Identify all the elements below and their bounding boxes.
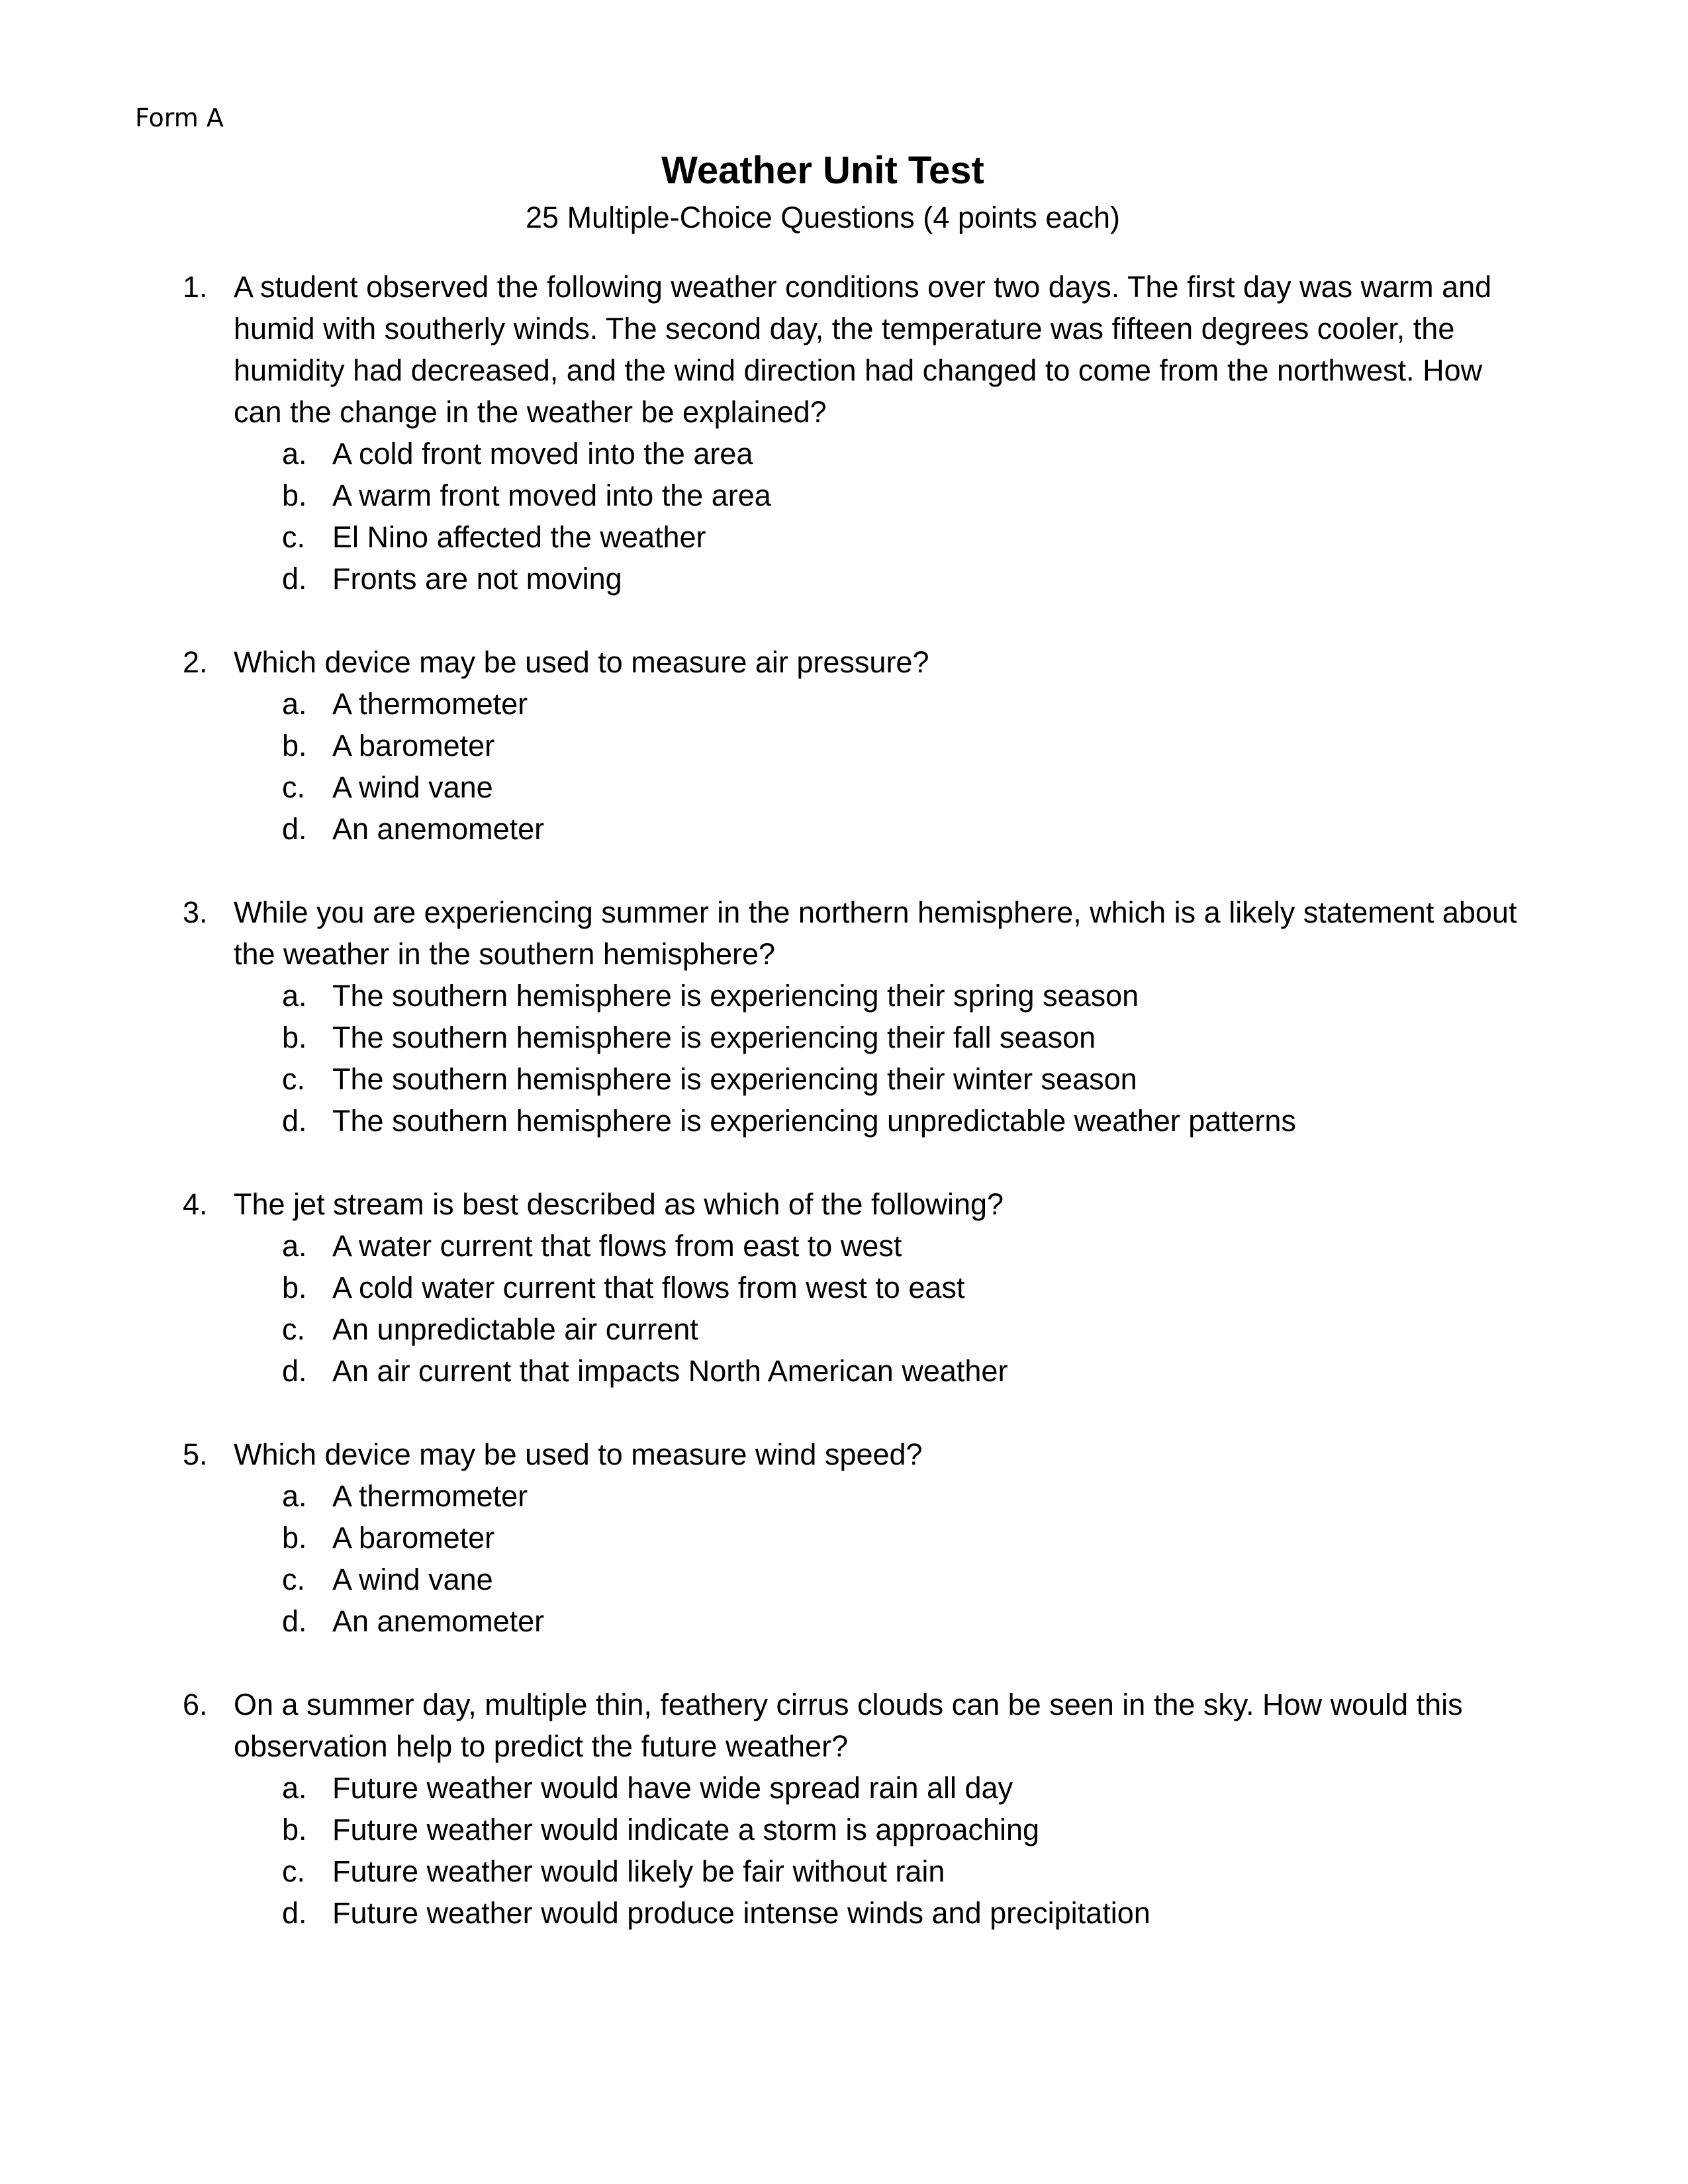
option-letter: c. — [282, 1563, 306, 1596]
question-number: 2. — [183, 645, 208, 679]
option-b — [0, 1267, 1688, 1308]
option-a — [0, 1225, 1688, 1267]
option-text: An unpredictable air current — [332, 1312, 698, 1346]
option-a — [0, 975, 1688, 1017]
option-letter: c. — [282, 1312, 306, 1346]
option-letter: b. — [282, 1521, 307, 1555]
question-2 — [0, 641, 1688, 850]
question-number: 5. — [183, 1437, 208, 1471]
option-letter: d. — [282, 562, 307, 596]
option-text: A barometer — [332, 729, 495, 762]
option-a — [0, 683, 1688, 725]
option-text: The southern hemisphere is experiencing their fall season — [332, 1021, 1096, 1054]
option-c — [0, 1850, 1688, 1892]
option-b — [0, 1517, 1688, 1559]
option-b — [0, 475, 1688, 516]
option-c — [0, 1559, 1688, 1600]
option-c — [0, 1058, 1688, 1100]
question-1 — [0, 266, 1688, 600]
question-list — [0, 266, 1688, 1976]
option-text: Future weather would indicate a storm is approaching — [332, 1813, 1040, 1846]
option-text: An anemometer — [332, 1604, 545, 1638]
option-letter: d. — [282, 812, 307, 846]
option-list — [0, 683, 1688, 850]
question-text: Which device may be used to measure wind speed? — [234, 1437, 923, 1471]
option-letter: a. — [282, 979, 307, 1013]
option-letter: a. — [282, 1229, 307, 1263]
option-d — [0, 1350, 1688, 1392]
option-list — [0, 975, 1688, 1142]
page-subtitle: 25 Multiple-Choice Questions (4 points each) — [526, 201, 1120, 234]
option-c — [0, 516, 1688, 558]
option-text: A water current that flows from east to west — [332, 1229, 902, 1263]
option-text: Fronts are not moving — [332, 562, 622, 596]
option-letter: a. — [282, 687, 307, 721]
option-text: An anemometer — [332, 812, 545, 846]
question-number: 3. — [183, 895, 208, 929]
option-text: A barometer — [332, 1521, 495, 1555]
option-d — [0, 1100, 1688, 1142]
option-text: The southern hemisphere is experiencing their spring season — [332, 979, 1139, 1013]
option-b — [0, 1809, 1688, 1850]
option-d — [0, 558, 1688, 600]
question-text: A student observed the following weather conditions over two days. The first day was warm and humid with southerly winds. The second day, the temperature was fifteen degrees cooler, the humidity had decreased, and the wind direction had changed to come from the northwest. How can the change in the weather be explained? — [234, 270, 1492, 429]
option-text: El Nino affected the weather — [332, 520, 706, 554]
option-text: A thermometer — [332, 1479, 528, 1513]
question-number: 4. — [183, 1187, 208, 1221]
option-letter: b. — [282, 478, 307, 512]
option-list — [0, 433, 1688, 600]
option-text: The southern hemisphere is experiencing their winter season — [332, 1062, 1137, 1096]
option-list — [0, 1225, 1688, 1392]
option-c — [0, 766, 1688, 808]
option-letter: b. — [282, 1021, 307, 1054]
option-letter: c. — [282, 1062, 306, 1096]
option-text: A warm front moved into the area — [332, 478, 771, 512]
question-4 — [0, 1183, 1688, 1392]
option-d — [0, 1600, 1688, 1642]
option-b — [0, 1017, 1688, 1058]
option-d — [0, 1892, 1688, 1934]
option-letter: d. — [282, 1354, 307, 1388]
question-text: The jet stream is best described as which of the following? — [234, 1187, 1004, 1221]
question-text: Which device may be used to measure air pressure? — [234, 645, 929, 679]
option-a — [0, 1475, 1688, 1517]
option-text: The southern hemisphere is experiencing unpredictable weather patterns — [332, 1104, 1296, 1138]
form-label: Form A — [135, 103, 224, 132]
option-b — [0, 725, 1688, 766]
option-text: An air current that impacts North American weather — [332, 1354, 1008, 1388]
option-letter: d. — [282, 1896, 307, 1930]
option-list — [0, 1767, 1688, 1934]
option-text: Future weather would produce intense winds and precipitation — [332, 1896, 1150, 1930]
option-letter: d. — [282, 1604, 307, 1638]
option-text: A thermometer — [332, 687, 528, 721]
question-text: While you are experiencing summer in the northern hemisphere, which is a likely statement about the weather in the southern hemisphere? — [234, 895, 1517, 971]
option-text: A cold front moved into the area — [332, 437, 753, 471]
option-c — [0, 1308, 1688, 1350]
option-letter: a. — [282, 1771, 307, 1805]
option-letter: b. — [282, 729, 307, 762]
option-d — [0, 808, 1688, 850]
option-list — [0, 1475, 1688, 1642]
question-text: On a summer day, multiple thin, feathery cirrus clouds can be seen in the sky. How would this observation help to predict the future weather? — [234, 1688, 1463, 1763]
option-text: Future weather would have wide spread rain all day — [332, 1771, 1013, 1805]
question-number: 1. — [183, 270, 208, 304]
option-letter: c. — [282, 770, 306, 804]
option-letter: a. — [282, 437, 307, 471]
option-letter: b. — [282, 1813, 307, 1846]
option-letter: c. — [282, 520, 306, 554]
question-3 — [0, 891, 1688, 1142]
option-a — [0, 433, 1688, 475]
option-letter: c. — [282, 1854, 306, 1888]
option-letter: d. — [282, 1104, 307, 1138]
option-text: A cold water current that flows from west to east — [332, 1271, 965, 1304]
option-letter: a. — [282, 1479, 307, 1513]
option-a — [0, 1767, 1688, 1809]
option-text: A wind vane — [332, 1563, 493, 1596]
question-5 — [0, 1433, 1688, 1642]
question-6 — [0, 1684, 1688, 1934]
page-title: Weather Unit Test — [661, 149, 984, 192]
option-text: Future weather would likely be fair without rain — [332, 1854, 945, 1888]
option-text: A wind vane — [332, 770, 493, 804]
question-number: 6. — [183, 1688, 208, 1721]
option-letter: b. — [282, 1271, 307, 1304]
